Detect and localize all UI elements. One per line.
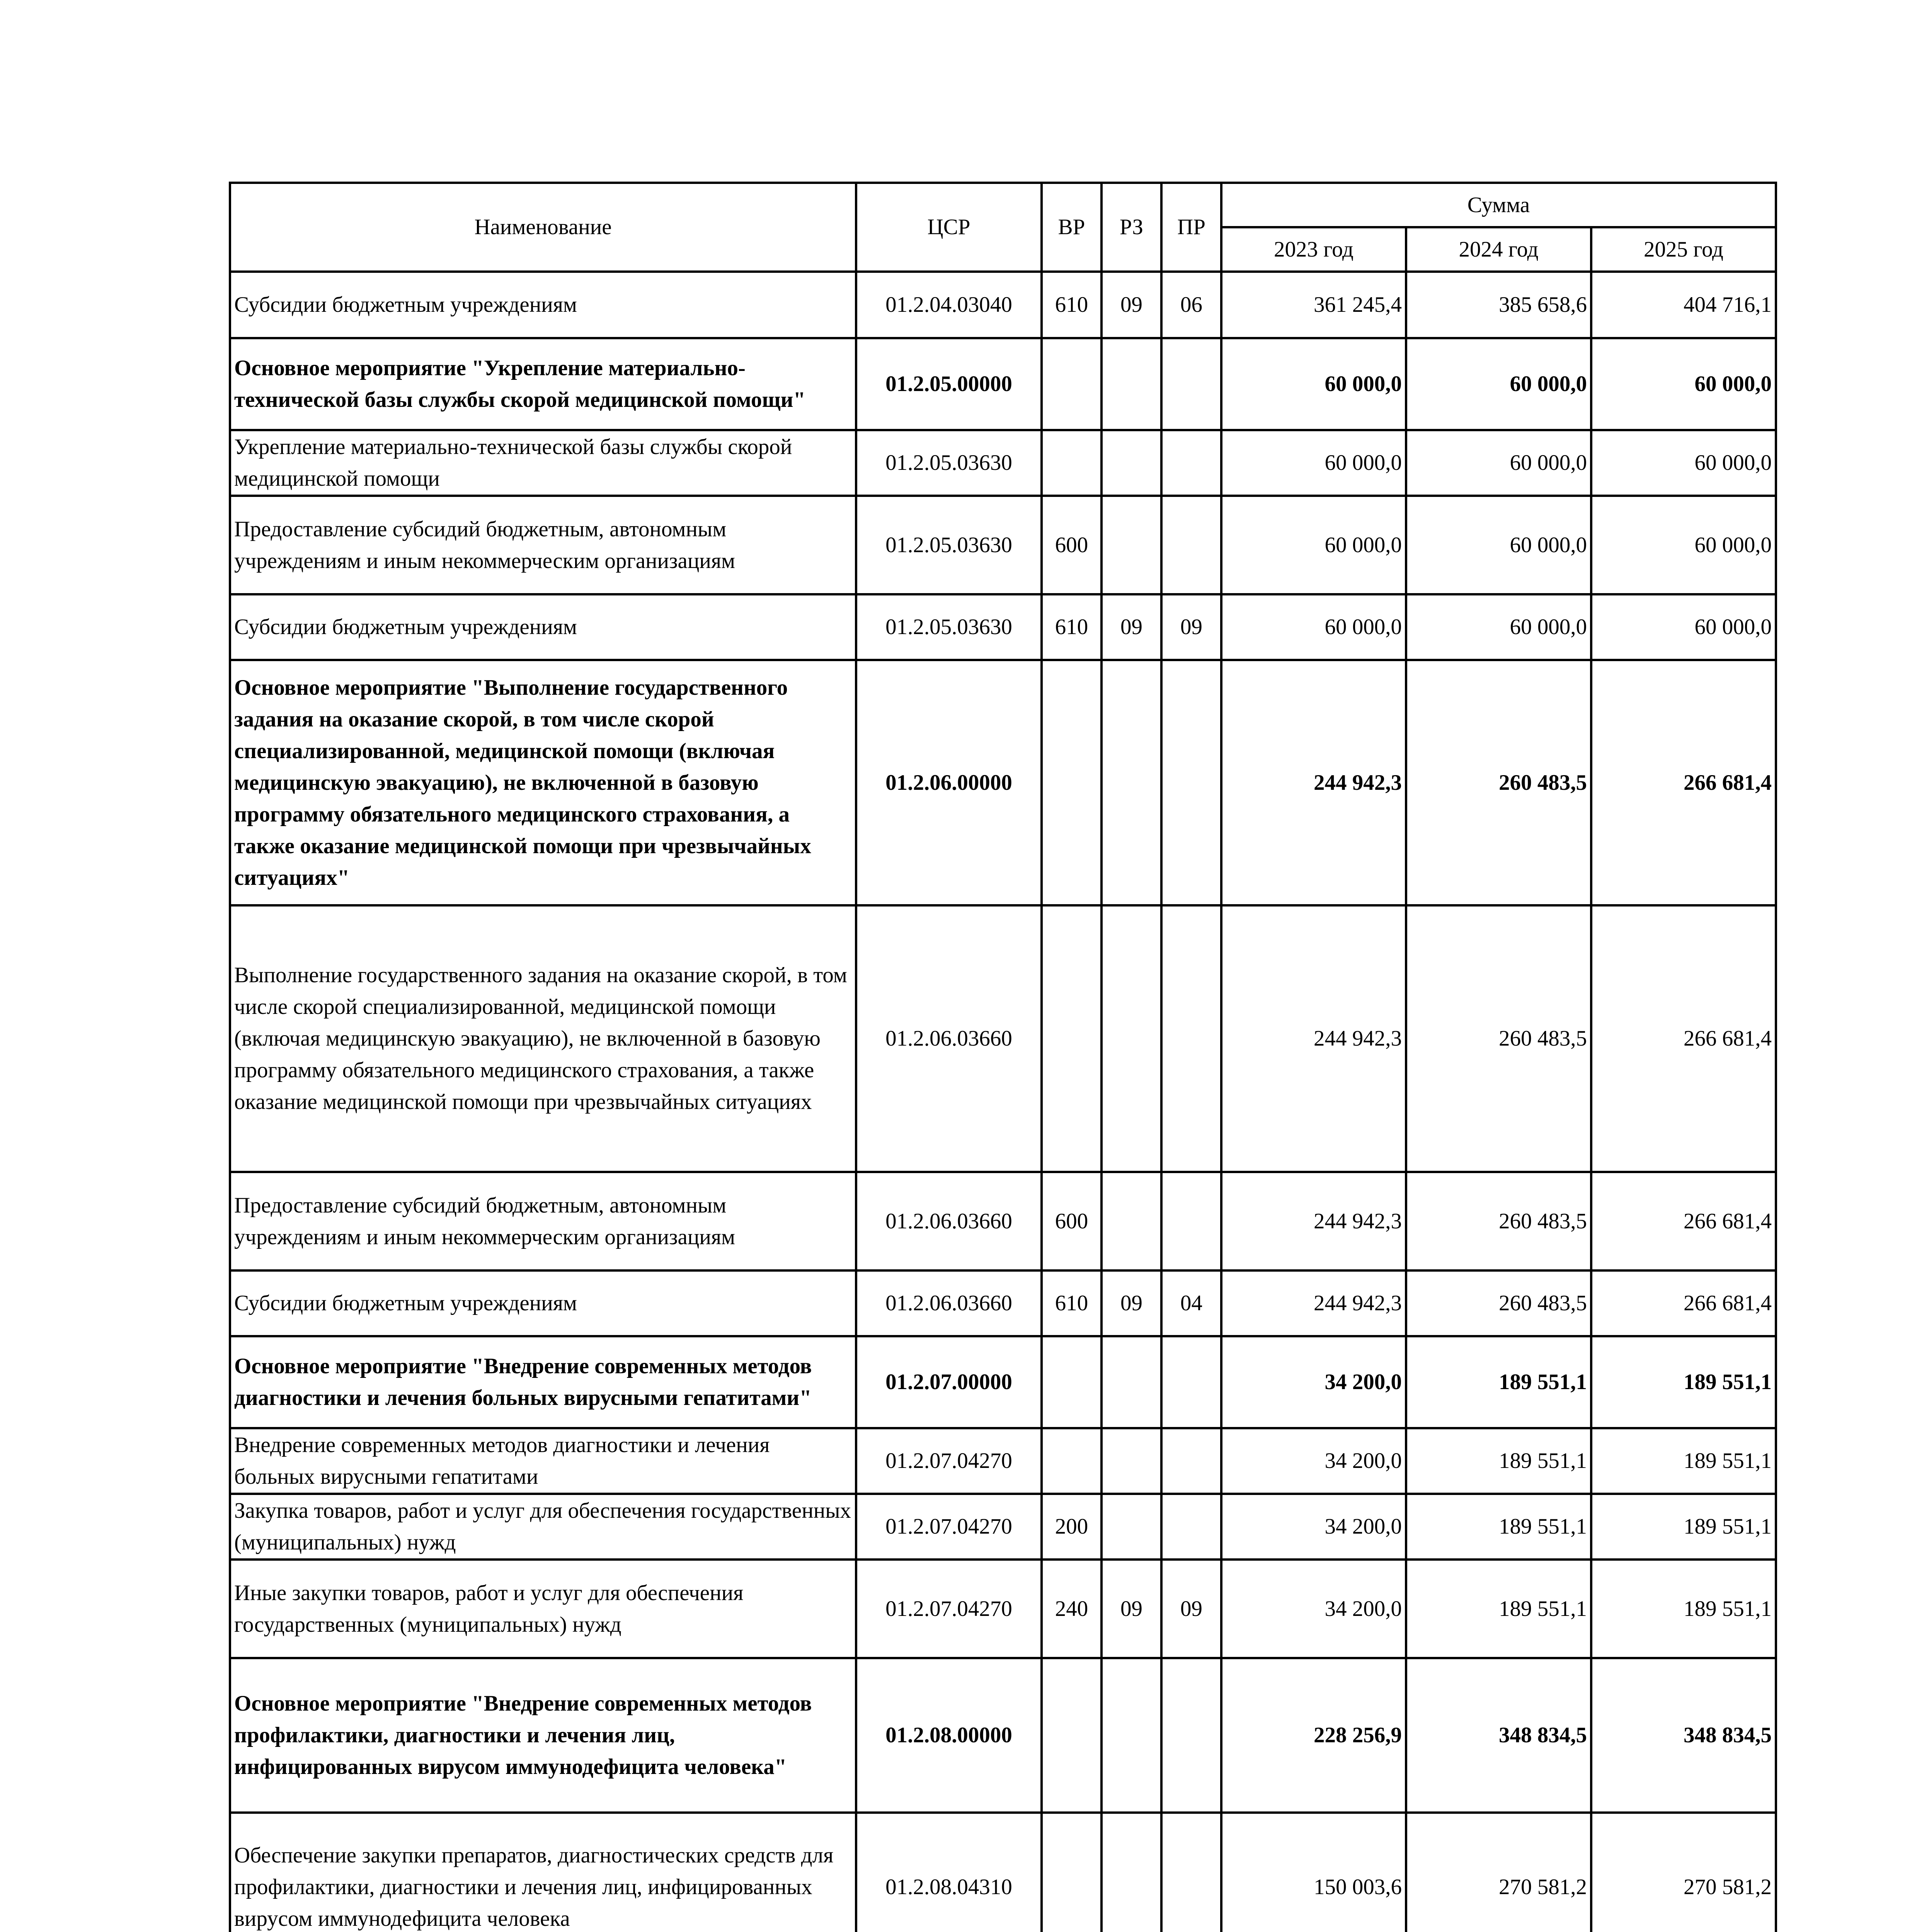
cell-pr — [1161, 430, 1221, 496]
cell-vr — [1042, 338, 1102, 430]
cell-name: Основное мероприятие "Выполнение государственного задания на оказание скорой, в том числе скорой специализированной, медицинской помощи (включая медицинскую эвакуацию), не включенной в базовую программу обязательного медицинского страхования, а также оказание медицинской помощи при чрезвычайных ситуациях" — [230, 660, 856, 905]
cell-vr: 240 — [1042, 1560, 1102, 1658]
cell-csr: 01.2.05.03630 — [856, 594, 1042, 660]
cell-pr: 06 — [1161, 272, 1221, 338]
table-header — [230, 183, 1776, 272]
cell-vr — [1042, 1658, 1102, 1813]
cell-pr — [1161, 1813, 1221, 1932]
cell-name: Основное мероприятие "Внедрение современных методов профилактики, диагностики и лечения лиц, инфицированных вирусом иммунодефицита человека" — [230, 1658, 856, 1813]
cell-2023: 34 200,0 — [1221, 1336, 1406, 1428]
budget-table — [229, 182, 1777, 1932]
cell-rz: 09 — [1102, 1560, 1161, 1658]
cell-2025: 266 681,4 — [1591, 660, 1776, 905]
cell-rz — [1102, 1658, 1161, 1813]
table-row — [230, 338, 1776, 430]
cell-csr: 01.2.04.03040 — [856, 272, 1042, 338]
header-year-2025: 2025 год — [1591, 227, 1776, 272]
header-sum: Сумма — [1221, 183, 1776, 227]
cell-2023: 34 200,0 — [1221, 1494, 1406, 1560]
cell-2024: 270 581,2 — [1406, 1813, 1591, 1932]
cell-rz — [1102, 1172, 1161, 1270]
cell-rz: 09 — [1102, 272, 1161, 338]
cell-2024: 260 483,5 — [1406, 905, 1591, 1172]
cell-2025: 189 551,1 — [1591, 1336, 1776, 1428]
cell-2025: 266 681,4 — [1591, 1270, 1776, 1336]
cell-vr — [1042, 1428, 1102, 1494]
cell-2024: 260 483,5 — [1406, 660, 1591, 905]
cell-pr — [1161, 1658, 1221, 1813]
cell-2023: 60 000,0 — [1221, 496, 1406, 594]
cell-rz — [1102, 660, 1161, 905]
cell-name: Основное мероприятие "Внедрение современных методов диагностики и лечения больных вирусными гепатитами" — [230, 1336, 856, 1428]
cell-vr — [1042, 1336, 1102, 1428]
table-row — [230, 1336, 1776, 1428]
cell-2023: 361 245,4 — [1221, 272, 1406, 338]
cell-csr: 01.2.05.03630 — [856, 496, 1042, 594]
cell-2025: 60 000,0 — [1591, 338, 1776, 430]
cell-2025: 189 551,1 — [1591, 1494, 1776, 1560]
cell-2023: 150 003,6 — [1221, 1813, 1406, 1932]
cell-name: Укрепление материально-технической базы службы скорой медицинской помощи — [230, 430, 856, 496]
cell-2023: 60 000,0 — [1221, 430, 1406, 496]
table-row — [230, 272, 1776, 338]
cell-rz — [1102, 905, 1161, 1172]
cell-2025: 60 000,0 — [1591, 594, 1776, 660]
cell-2024: 260 483,5 — [1406, 1270, 1591, 1336]
cell-2025: 60 000,0 — [1591, 496, 1776, 594]
table-row — [230, 1172, 1776, 1270]
cell-name: Предоставление субсидий бюджетным, автономным учреждениям и иным некоммерческим организациям — [230, 496, 856, 594]
cell-2024: 348 834,5 — [1406, 1658, 1591, 1813]
cell-2025: 270 581,2 — [1591, 1813, 1776, 1932]
cell-2023: 34 200,0 — [1221, 1560, 1406, 1658]
cell-csr: 01.2.06.03660 — [856, 1270, 1042, 1336]
cell-vr — [1042, 660, 1102, 905]
cell-2024: 385 658,6 — [1406, 272, 1591, 338]
table-row — [230, 1658, 1776, 1813]
header-rz: РЗ — [1102, 183, 1161, 272]
cell-name: Выполнение государственного задания на оказание скорой, в том числе скорой специализированной, медицинской помощи (включая медицинскую эвакуацию), не включенной в базовую программу обязательного медицинского страхования, а также оказание медицинской помощи при чрезвычайных ситуациях — [230, 905, 856, 1172]
header-csr: ЦСР — [856, 183, 1042, 272]
table-row — [230, 430, 1776, 496]
cell-pr: 09 — [1161, 1560, 1221, 1658]
cell-csr: 01.2.08.04310 — [856, 1813, 1042, 1932]
cell-csr: 01.2.07.04270 — [856, 1494, 1042, 1560]
cell-csr: 01.2.05.03630 — [856, 430, 1042, 496]
cell-name: Иные закупки товаров, работ и услуг для обеспечения государственных (муниципальных) нужд — [230, 1560, 856, 1658]
cell-vr: 600 — [1042, 496, 1102, 594]
cell-csr: 01.2.07.00000 — [856, 1336, 1042, 1428]
cell-2024: 189 551,1 — [1406, 1336, 1591, 1428]
cell-rz — [1102, 496, 1161, 594]
cell-rz: 09 — [1102, 594, 1161, 660]
cell-2024: 189 551,1 — [1406, 1494, 1591, 1560]
table-row — [230, 1270, 1776, 1336]
cell-vr: 600 — [1042, 1172, 1102, 1270]
cell-pr — [1161, 1336, 1221, 1428]
cell-name: Субсидии бюджетным учреждениям — [230, 594, 856, 660]
cell-vr: 610 — [1042, 594, 1102, 660]
cell-name: Закупка товаров, работ и услуг для обеспечения государственных (муниципальных) нужд — [230, 1494, 856, 1560]
cell-pr — [1161, 338, 1221, 430]
cell-2025: 189 551,1 — [1591, 1428, 1776, 1494]
header-vr: ВР — [1042, 183, 1102, 272]
cell-vr: 610 — [1042, 272, 1102, 338]
cell-pr — [1161, 660, 1221, 905]
cell-2023: 60 000,0 — [1221, 338, 1406, 430]
cell-name: Обеспечение закупки препаратов, диагностических средств для профилактики, диагностики и лечения лиц, инфицированных вирусом иммунодефицита человека — [230, 1813, 856, 1932]
table-row — [230, 1813, 1776, 1932]
cell-rz — [1102, 430, 1161, 496]
cell-rz — [1102, 338, 1161, 430]
cell-vr — [1042, 1813, 1102, 1932]
cell-vr: 610 — [1042, 1270, 1102, 1336]
cell-pr — [1161, 1494, 1221, 1560]
table-body — [230, 272, 1776, 1932]
header-year-2023: 2023 год — [1221, 227, 1406, 272]
cell-2025: 189 551,1 — [1591, 1560, 1776, 1658]
cell-2024: 260 483,5 — [1406, 1172, 1591, 1270]
cell-name: Предоставление субсидий бюджетным, автономным учреждениям и иным некоммерческим организациям — [230, 1172, 856, 1270]
cell-2023: 244 942,3 — [1221, 1172, 1406, 1270]
cell-vr — [1042, 905, 1102, 1172]
cell-2025: 266 681,4 — [1591, 905, 1776, 1172]
table-row — [230, 660, 1776, 905]
cell-2023: 60 000,0 — [1221, 594, 1406, 660]
cell-2023: 244 942,3 — [1221, 905, 1406, 1172]
cell-pr: 04 — [1161, 1270, 1221, 1336]
table-row — [230, 594, 1776, 660]
cell-csr: 01.2.08.00000 — [856, 1658, 1042, 1813]
cell-rz — [1102, 1428, 1161, 1494]
cell-rz — [1102, 1813, 1161, 1932]
cell-2025: 348 834,5 — [1591, 1658, 1776, 1813]
cell-2024: 189 551,1 — [1406, 1428, 1591, 1494]
cell-rz — [1102, 1494, 1161, 1560]
table-row — [230, 1428, 1776, 1494]
cell-rz — [1102, 1336, 1161, 1428]
cell-csr: 01.2.07.04270 — [856, 1428, 1042, 1494]
cell-pr: 09 — [1161, 594, 1221, 660]
table-row — [230, 905, 1776, 1172]
cell-2025: 266 681,4 — [1591, 1172, 1776, 1270]
cell-csr: 01.2.06.00000 — [856, 660, 1042, 905]
cell-2024: 60 000,0 — [1406, 430, 1591, 496]
table-row — [230, 496, 1776, 594]
cell-2024: 189 551,1 — [1406, 1560, 1591, 1658]
cell-csr: 01.2.06.03660 — [856, 1172, 1042, 1270]
cell-name: Субсидии бюджетным учреждениям — [230, 1270, 856, 1336]
cell-name: Основное мероприятие "Укрепление материально-технической базы службы скорой медицинской помощи" — [230, 338, 856, 430]
cell-2024: 60 000,0 — [1406, 496, 1591, 594]
cell-csr: 01.2.07.04270 — [856, 1560, 1042, 1658]
cell-rz: 09 — [1102, 1270, 1161, 1336]
cell-vr: 200 — [1042, 1494, 1102, 1560]
header-name: Наименование — [230, 183, 856, 272]
cell-pr — [1161, 1172, 1221, 1270]
cell-pr — [1161, 1428, 1221, 1494]
cell-2024: 60 000,0 — [1406, 338, 1591, 430]
cell-name: Субсидии бюджетным учреждениям — [230, 272, 856, 338]
table-row — [230, 1560, 1776, 1658]
cell-2023: 228 256,9 — [1221, 1658, 1406, 1813]
cell-csr: 01.2.06.03660 — [856, 905, 1042, 1172]
cell-csr: 01.2.05.00000 — [856, 338, 1042, 430]
cell-2025: 404 716,1 — [1591, 272, 1776, 338]
cell-2023: 244 942,3 — [1221, 1270, 1406, 1336]
cell-name: Внедрение современных методов диагностики и лечения больных вирусными гепатитами — [230, 1428, 856, 1494]
cell-2025: 60 000,0 — [1591, 430, 1776, 496]
cell-pr — [1161, 496, 1221, 594]
header-pr: ПР — [1161, 183, 1221, 272]
header-year-2024: 2024 год — [1406, 227, 1591, 272]
cell-2024: 60 000,0 — [1406, 594, 1591, 660]
cell-2023: 34 200,0 — [1221, 1428, 1406, 1494]
cell-2023: 244 942,3 — [1221, 660, 1406, 905]
table-row — [230, 1494, 1776, 1560]
cell-vr — [1042, 430, 1102, 496]
cell-pr — [1161, 905, 1221, 1172]
